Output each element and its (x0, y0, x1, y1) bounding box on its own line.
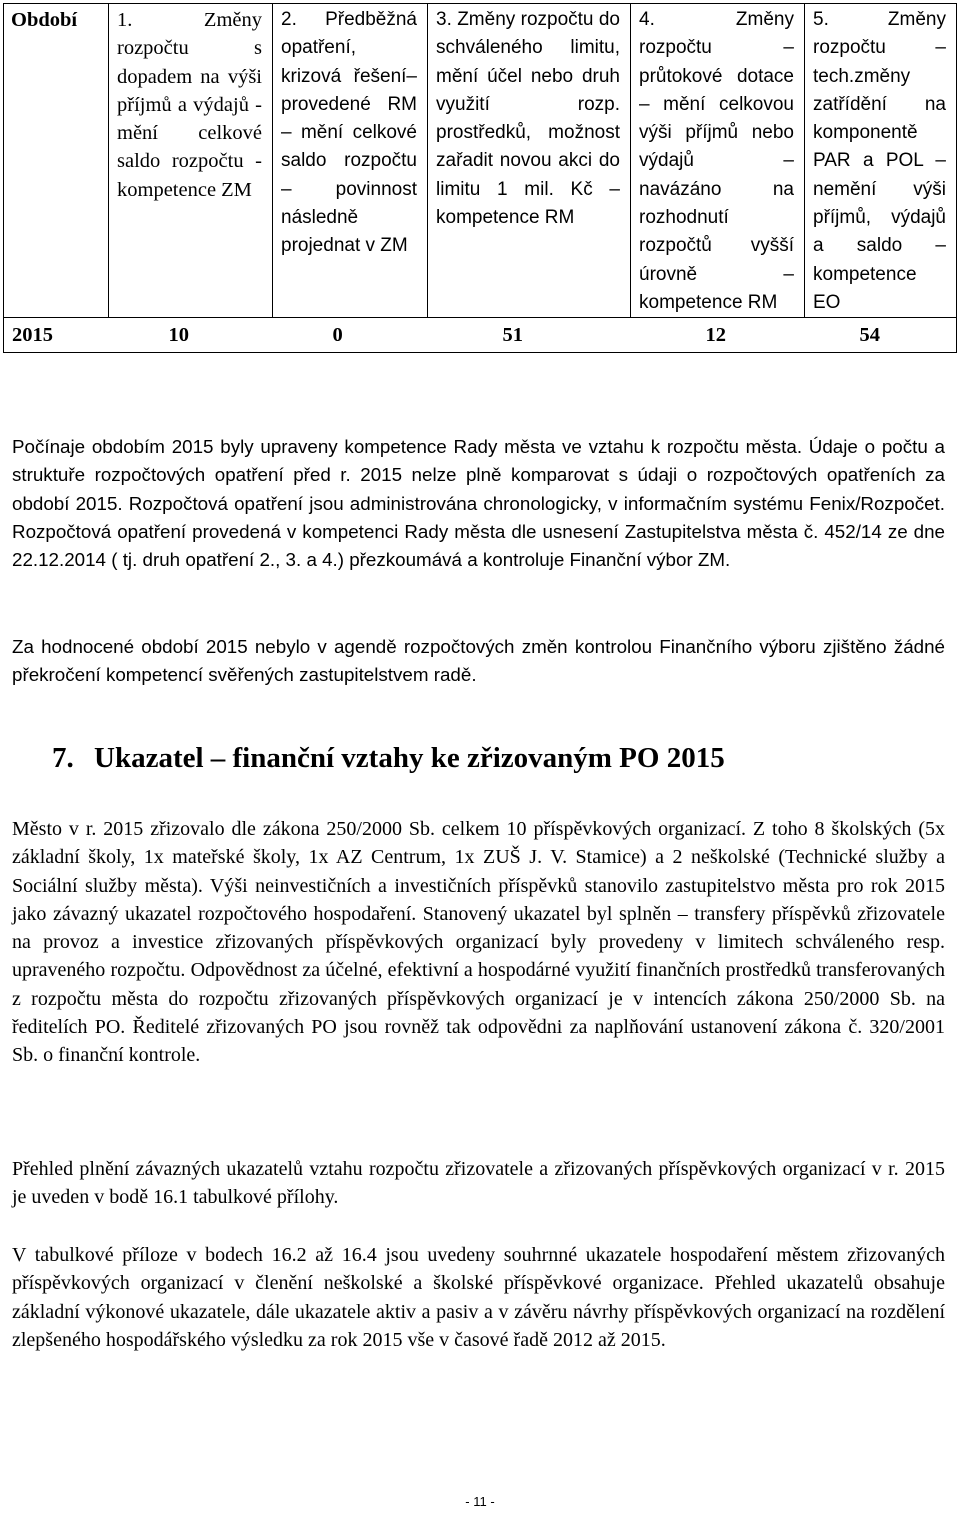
row-value-1: 10 (109, 318, 273, 352)
paragraph-evaluation: Za hodnocené období 2015 nebylo v agendě rozpočtových změn kontrolou Finančního výboru zjištěno žádné překročení kompetencí svěřených zastupitelstvem radě. (12, 636, 945, 686)
paragraph-overview: Přehled plnění závazných ukazatelů vztahu rozpočtu zřizovatele a zřizovaných příspěvkových organizací v r. 2015 je uveden v bodě 16.1 tabulkové přílohy. (12, 1158, 945, 1209)
page-number: - 11 - (465, 1494, 495, 1509)
table-header-row (4, 4, 957, 318)
row-value-2: 0 (273, 318, 428, 352)
row-year: 2015 (4, 318, 109, 352)
table-row-2015 (4, 318, 957, 352)
section-title: Ukazatel – finanční vztahy ke zřizovaným PO 2015 (94, 742, 725, 774)
column-header-5: 5. Změny rozpočtu – tech.změny zatřídění na komponentě PAR a POL – nemění výši příjmů, výdajů a saldo – kompetence EO (805, 4, 957, 318)
row-value-4: 12 (631, 318, 805, 352)
paragraph-organizations: Město v r. 2015 zřizovalo dle zákona 250/2000 Sb. celkem 10 příspěvkových organizací. Z toho 8 školských (5x základní školy, 1x mateřské školy, 1x AZ Centrum, 1x ZUŠ J. V. Stamice) a 2 neškolské (Technické služby a Sociální služby města). Výši neinvestičních a investičních příspěvků stanovilo zastupitelstvo města pro rok 2015 jako závazný ukazatel rozpočtového hospodaření. Stanovený ukazatel byl splněn – transfery příspěvků zřizovatele na provoz a investice zřizovaných příspěvkových organizací byly provedeny v limitech schváleného resp. upraveného rozpočtu. Odpovědnost za účelné, efektivní a hospodárné využití finančních prostředků transferovaných z rozpočtu města do rozpočtu zřizovaných příspěvkových organizací je v intencích zákona 250/2000 Sb. na ředitelích PO. Ředitelé zřizovaných PO jsou rovněž tak odpovědni za naplňování ustanovení zákona č. 320/2001 Sb. o finanční kontrole. (12, 818, 945, 1067)
paragraph-competences: Počínaje obdobím 2015 byly upraveny kompetence Rady města ve vztahu k rozpočtu města. Údaje o počtu a struktuře rozpočtových opatření před r. 2015 nelze plně komparovat s údaji o rozpočtových opatřeních za období 2015. Rozpočtová opatření jsou administrována chronologicky, v informačním systému Fenix/Rozpočet. Rozpočtová opatření provedená v kompetenci Rady města dle usnesení Zastupitelstva města č. 452/14 ze dne 22.12.2014 ( tj. druh opatření 2., 3. a 4.) přezkoumává a kontroluje Finanční výbor ZM. (12, 436, 945, 571)
paragraph-appendix: V tabulkové příloze v bodech 16.2 až 16.4 jsou uvedeny souhrnné ukazatele hospodaření městem zřizovaných příspěvkových organizací v členění neškolské a školské příspěvkové organizace. Přehled ukazatelů obsahuje základní výkonové ukazatele, dále ukazatele aktiv a pasiv a v závěru návrhy příspěvkových organizací na rozdělení zlepšeného hospodářského výsledku za rok 2015 vše v časové řadě 2012 až 2015. (12, 1244, 945, 1351)
section-heading (52, 742, 725, 775)
period-header: Období (4, 4, 109, 318)
row-value-5: 54 (805, 318, 957, 352)
row-value-3: 51 (428, 318, 631, 352)
column-header-2: 2. Předběžná opatření, krizová řešení– provedené RM – mění celkové saldo rozpočtu – povinnost následně projednat v ZM (273, 4, 428, 318)
section-number: 7. (52, 742, 74, 774)
budget-changes-table (3, 3, 957, 353)
column-header-4: 4. Změny rozpočtu – průtokové dotace – mění celkovou výši příjmů nebo výdajů – navázáno na rozhodnutí rozpočtů vyšší úrovně – kompetence RM (631, 4, 805, 318)
column-header-1: 1. Změny rozpočtu s dopadem na výši příjmů a výdajů - mění celkové saldo rozpočtu - kompetence ZM (109, 4, 273, 318)
column-header-3: 3. Změny rozpočtu do schváleného limitu, mění účel nebo druh využití rozp. prostředků, možnost zařadit novou akci do limitu 1 mil. Kč – kompetence RM (428, 4, 631, 318)
